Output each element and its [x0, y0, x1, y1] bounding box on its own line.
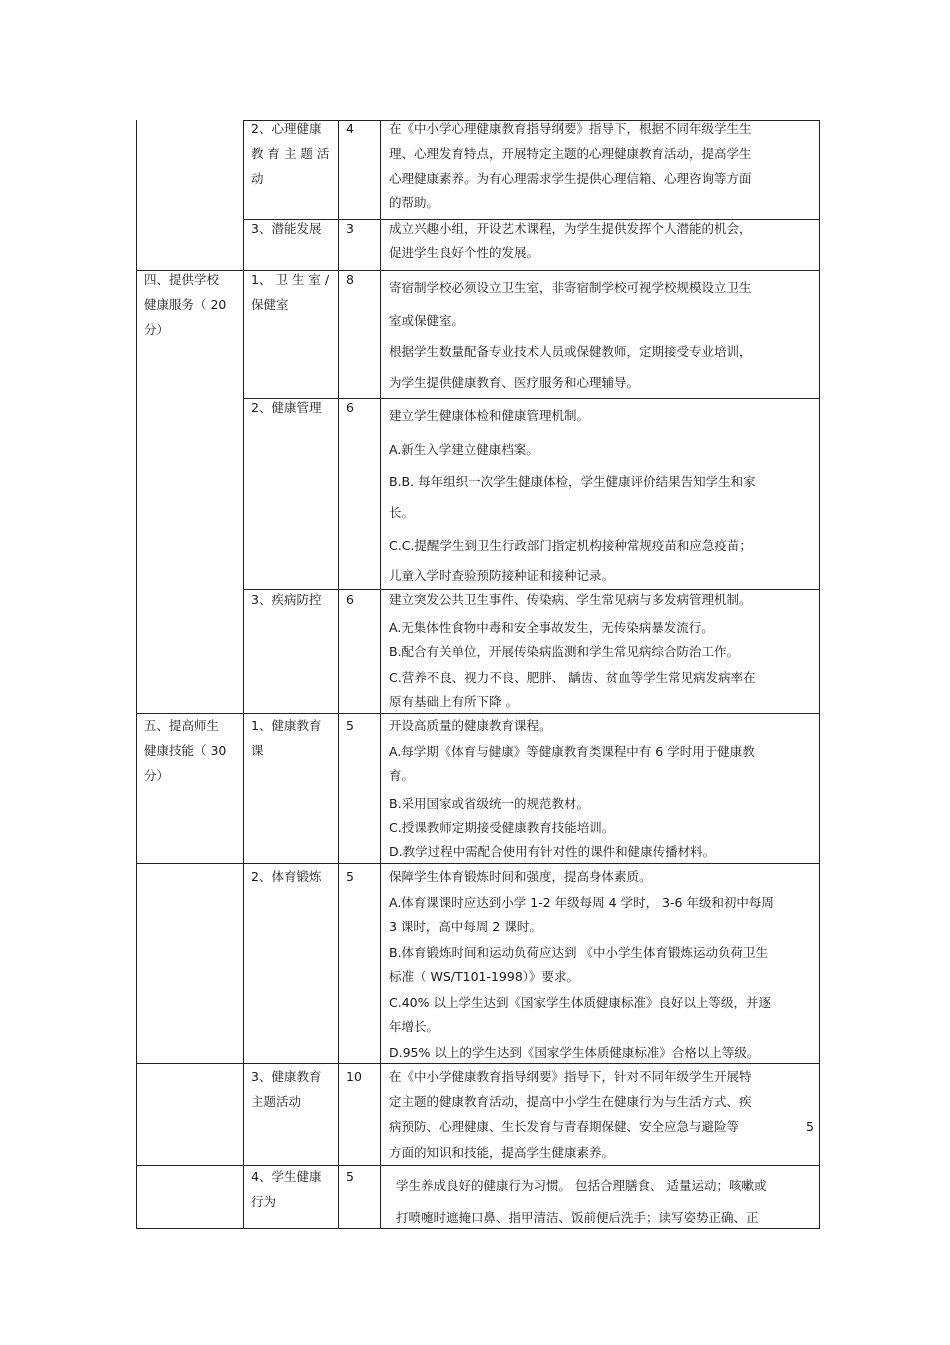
score-cell-text: 3 [346, 221, 354, 236]
score-cell-text: 6 [346, 592, 354, 607]
score-cell-text: 5 [346, 718, 354, 733]
content-cell-text: A.无集体性食物中毒和安全事故发生，无传染病暴发流行。 [389, 620, 714, 635]
content-cell-text: 打喷嚏时遮掩口鼻、指甲清洁、饭前便后洗手；读写姿势正确、正 [396, 1210, 759, 1225]
score-cell-text: 8 [346, 272, 354, 287]
item-cell-text: 动 [251, 171, 264, 186]
content-cell-text: 寄宿制学校必须设立卫生室，非寄宿制学校可视学校规模设立卫生 [389, 280, 752, 295]
content-cell-text: 开设高质量的健康教育课程。 [389, 718, 552, 733]
table-row-border [136, 863, 820, 864]
content-cell-text: 年增长。 [389, 1019, 440, 1034]
item-cell-text: 课 [251, 743, 264, 758]
item-cell-text: 4、学生健康 [251, 1169, 322, 1184]
content-cell-text: B.配合有关单位，开展传染病监测和学生常见病综合防治工作。 [389, 644, 740, 659]
content-cell-text: C.授课教师定期接受健康教育技能培训。 [389, 820, 615, 835]
table-row-border [136, 1063, 820, 1064]
content-cell-text: C.40% 以上学生达到《国家学生体质健康标准》良好以上等级，并逐 [389, 995, 771, 1010]
content-cell-text: 儿童入学时查验预防接种证和接种记录。 [389, 568, 615, 583]
item-cell-text: 教 育 主 题 活 [251, 146, 330, 161]
score-cell-text: 5 [346, 869, 354, 884]
item-cell-text: 2、体育锻炼 [251, 869, 322, 884]
item-cell-text: 3、健康教育 [251, 1069, 322, 1084]
content-cell-text: 方面的知识和技能，提高学生健康素养。 [389, 1145, 615, 1160]
table-row-border [136, 270, 820, 271]
score-cell-text: 4 [346, 121, 354, 136]
content-cell-text: B.采用国家或省级统一的规范教材。 [389, 796, 590, 811]
item-cell-text: 3、疾病防控 [251, 592, 322, 607]
score-cell-text: 10 [346, 1069, 362, 1084]
content-cell-text: C.营养不良、视力不良、肥胖、 龋齿、贫血等学生常见病发病率在 [389, 670, 756, 685]
content-cell-text: 根据学生数量配备专业技术人员或保健教师，定期接受专业培训， [389, 344, 752, 359]
item-cell-text: 2、心理健康 [251, 121, 322, 136]
table-row-border [136, 1228, 820, 1229]
content-cell-text: D.教学过程中需配合使用有针对性的课件和健康传播材料。 [389, 844, 716, 859]
content-cell-text: 成立兴趣小组，开设艺术课程，为学生提供发挥个人潜能的机会， [389, 221, 752, 236]
content-cell-text: 病预防、心理健康、生长发育与青春期保健、安全应急与避险等 [389, 1119, 740, 1134]
category-cell-text: 四、提供学校 [144, 272, 220, 287]
item-cell-text: 1、健康教育 [251, 718, 322, 733]
content-cell-text: 心理健康素养。为有心理需求学生提供心理信箱、心理咨询等方面 [389, 171, 752, 186]
table-row-border [243, 589, 820, 590]
content-cell-text: A.每学期《体育与健康》等健康教育类课程中有 6 学时用于健康教 [389, 744, 755, 759]
item-cell-text: 主题活动 [251, 1094, 302, 1109]
table-row-border [136, 713, 820, 714]
table-row-border [136, 1165, 820, 1166]
table-row-border [243, 398, 820, 399]
category-cell-text: 五、提高师生 [144, 718, 220, 733]
content-cell-text: A.体育课课时应达到小学 1-2 年级每周 4 学时， 3-6 年级和初中每周 [389, 895, 774, 910]
item-cell-text: 2、健康管理 [251, 400, 322, 415]
content-cell-text: 长。 [389, 505, 415, 520]
content-cell-text: 促进学生良好个性的发展。 [389, 245, 540, 260]
content-cell-text: 标准（ WS/T101-1998）》要求。 [389, 969, 580, 984]
content-cell-text: 建立突发公共卫生事件、传染病、学生常见病与多发病管理机制。 [389, 592, 752, 607]
item-cell-text: 保健室 [251, 297, 289, 312]
score-cell-text: 6 [346, 400, 354, 415]
content-cell-text: C.C.提醒学生到卫生行政部门指定机构接种常规疫苗和应急疫苗； [389, 538, 752, 553]
category-cell-text: 健康技能（ 30 [144, 743, 227, 758]
content-cell-text: 的帮助。 [389, 195, 440, 210]
content-cell-text: 理、心理发育特点，开展特定主题的心理健康教育活动，提高学生 [389, 146, 752, 161]
content-cell-text: D.95% 以上的学生达到《国家学生体质健康标准》合格以上等级。 [389, 1045, 760, 1060]
content-cell-text: A.新生入学建立健康档案。 [389, 442, 539, 457]
trailing-number: 5 [806, 1119, 814, 1134]
table-row-border [243, 219, 820, 220]
content-cell-text: 3 课时，高中每周 2 课时。 [389, 919, 542, 934]
content-cell-text: 室或保健室。 [389, 313, 465, 328]
category-cell-text: 分） [144, 322, 170, 337]
category-cell-text: 健康服务（ 20 [144, 297, 227, 312]
content-cell-text: 定主题的健康教育活动，提高中小学生在健康行为与生活方式、疾 [389, 1094, 752, 1109]
content-cell-text: 保障学生体育锻炼时间和强度，提高身体素质。 [389, 869, 652, 884]
score-cell-text: 5 [346, 1169, 354, 1184]
content-cell-text: 在《中小学健康教育指导纲要》指导下，针对不同年级学生开展特 [389, 1069, 752, 1084]
content-cell-text: 育。 [389, 768, 415, 783]
content-cell-text: B.B. 每年组织一次学生健康体检，学生健康评价结果告知学生和家 [389, 474, 756, 489]
category-cell-text: 分） [144, 768, 170, 783]
content-cell-text: 在《中小学心理健康教育指导纲要》指导下，根据不同年级学生生 [389, 121, 752, 136]
content-cell-text: 原有基础上有所下降 。 [389, 694, 518, 709]
content-cell-text: B.体育锻炼时间和运动负荷应达到 《中小学生体育锻炼运动负荷卫生 [389, 945, 769, 960]
item-cell-text: 1、 卫 生 室 / [251, 272, 330, 287]
content-cell-text: 为学生提供健康教育、医疗服务和心理辅导。 [389, 375, 640, 390]
item-cell-text: 3、潜能发展 [251, 221, 322, 236]
content-cell-text: 建立学生健康体检和健康管理机制。 [389, 408, 590, 423]
content-cell-text: 学生养成良好的健康行为习惯。 包括合理膳食、 适量运动；咳嗽或 [396, 1178, 767, 1193]
item-cell-text: 行为 [251, 1194, 277, 1209]
